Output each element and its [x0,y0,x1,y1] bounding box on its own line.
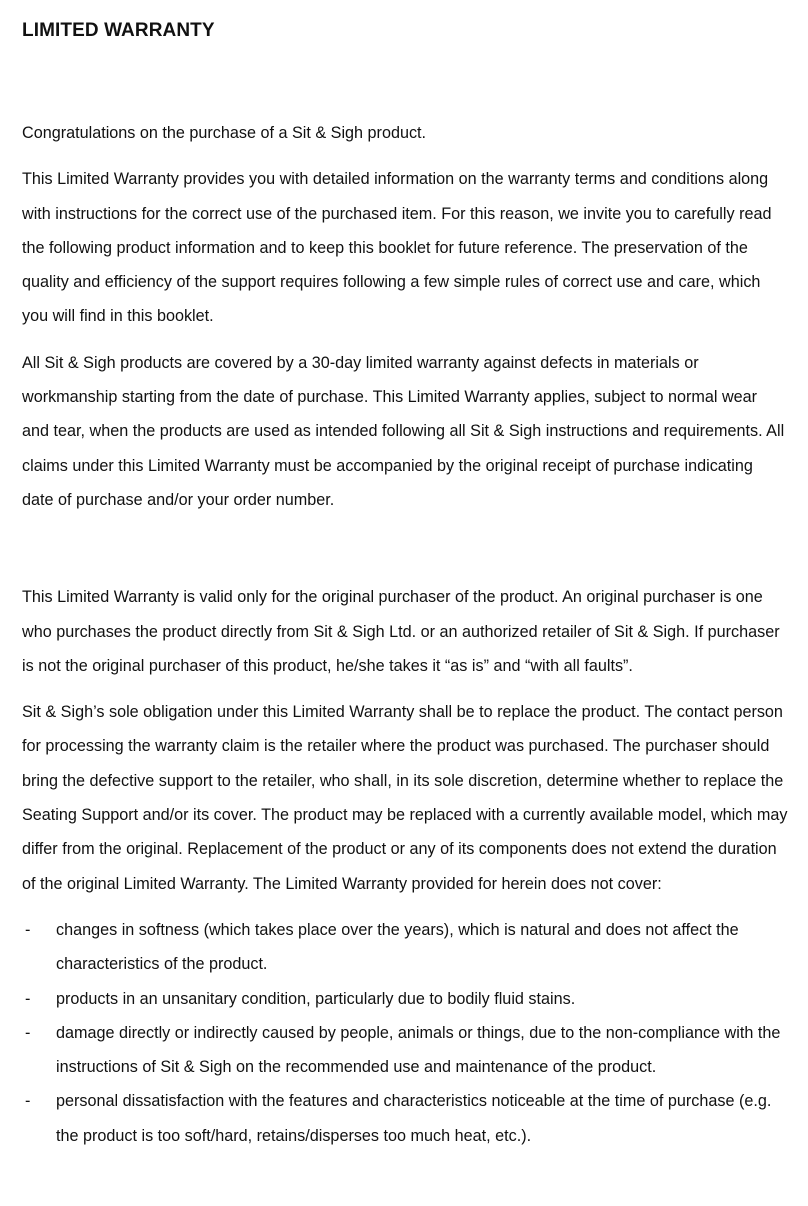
list-item [22,1084,788,1153]
intro-paragraph: Congratulations on the purchase of a Sit & Sigh product. [22,124,427,142]
exclusions-list [22,913,788,1153]
list-item [22,913,788,982]
list-item [22,1016,788,1085]
list-item-text: products in an unsanitary condition, particularly due to bodily fluid stains. [56,989,576,1008]
obligation-paragraph: Sit & Sigh’s sole obligation under this Limited Warranty shall be to replace the product. The contact person for processing the warranty claim is the retailer where the product was purchased. The purchaser should bring the defective support to the retailer, who shall, in its sole discretion, determine whether to replace the Seating Support and/or its cover. The product may be replaced with a currently available model, which may differ from the original. Replacement of the product or any of its components does not extend the duration of the original Limited Warranty. The Limited Warranty provided for herein does not cover: [22,703,788,893]
list-dash: - [25,1092,31,1111]
list-dash: - [25,1023,31,1042]
coverage-paragraph: All Sit & Sigh products are covered by a 30-day limited warranty against defects in materials or workmanship starting from the date of purchase. This Limited Warranty applies, subject to normal wear and tear, when the products are used as intended following all Sit & Sigh instructions and requirements. All claims under this Limited Warranty must be accompanied by the original receipt of purchase indicating date of purchase and/or your order number. [22,353,785,509]
list-dash: - [25,920,31,939]
list-dash: - [25,989,31,1008]
list-item-text: damage directly or indirectly caused by people, animals or things, due to the non-compliance with the instructions of Sit & Sigh on the recommended use and maintenance of the product. [56,1023,781,1077]
document-title: LIMITED WARRANTY [22,20,215,41]
list-item [22,982,788,1016]
original-purchaser-paragraph: This Limited Warranty is valid only for the original purchaser of the product. An original purchaser is one who purchases the product directly from Sit & Sigh Ltd. or an authorized retailer of Sit & Sigh. If purchaser is not the original purchaser of this product, he/she takes it “as is” and “with all faults”. [22,588,780,675]
list-item-text: personal dissatisfaction with the features and characteristics noticeable at the time of purchase (e.g. the product is too soft/hard, retains/disperses too much heat, etc.). [56,1092,772,1145]
list-item-text: changes in softness (which takes place over the years), which is natural and does not affect the characteristics of the product. [56,920,739,974]
purpose-paragraph: This Limited Warranty provides you with detailed information on the warranty terms and conditions along with instructions for the correct use of the purchased item. For this reason, we invite you to carefully read the following product information and to keep this booklet for future reference. The preservation of the quality and efficiency of the support requires following a few simple rules of correct use and care, which you will find in this booklet. [22,170,772,326]
